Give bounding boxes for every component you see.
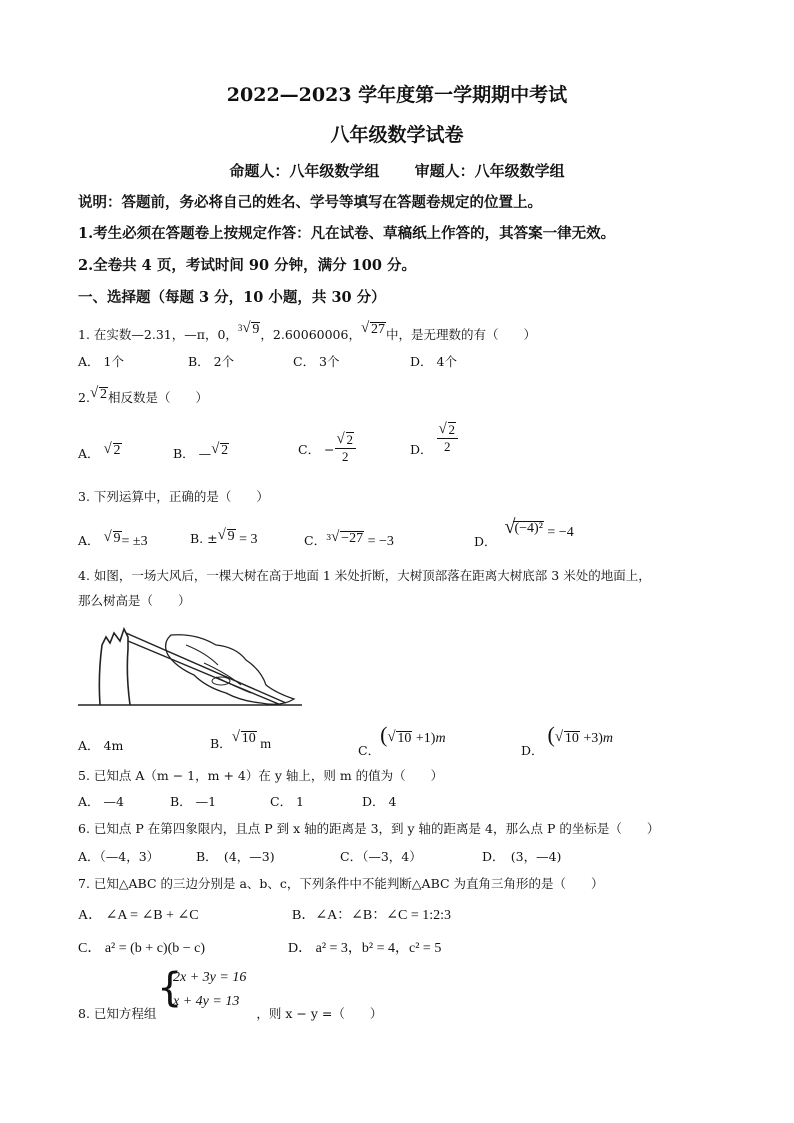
- tree-crown: [166, 635, 294, 705]
- question-3-option-d[interactable]: D． √ (−4)² = −4: [474, 516, 574, 549]
- question-3-stem: 3. 下列运算中，正确的是（ ）: [78, 489, 269, 504]
- question-3-option-b[interactable]: B. ± √ 9 = 3: [190, 527, 258, 547]
- broken-tree-figure: [76, 615, 306, 710]
- question-7-option-d[interactable]: D． a² = 3，b² = 4，c² = 5: [288, 941, 442, 956]
- question-5-stem: 5. 已知点 A（m − 1，m + 4）在 y 轴上，则 m 的值为（ ）: [78, 768, 444, 783]
- exam-authors: 命题人：八年级数学组 审题人：八年级数学组: [229, 162, 565, 180]
- question-4-option-c[interactable]: C．( √ 10 +1)m: [358, 722, 446, 758]
- question-1-option-d[interactable]: D． 4个: [410, 354, 457, 369]
- question-7-stem: 7. 已知△ABC 的三边分别是 a、b、c，下列条件中不能判断△ABC 为直角三角形的是（ ）: [78, 876, 604, 891]
- instruction-line: 说明：答题前，务必将自己的姓名、学号等填写在答题卷规定的位置上。: [78, 194, 542, 211]
- fallen-trunk: [128, 641, 281, 705]
- question-8-stem: 8. 已知方程组 ，则 x − y =（ ）: [78, 1006, 383, 1021]
- cube-root-9: $^3$ √ 9: [237, 320, 260, 337]
- exam-title: 2022—2023 学年度第一学期期中考试: [226, 84, 568, 106]
- question-7-option-c[interactable]: C． a² = (b + c)(b − c): [78, 941, 206, 956]
- question-4-stem: 4. 如图，一场大风后，一棵大树在高于地面 1 米处折断，大树顶部落在距离大树底部 3 米处的地面上，: [78, 568, 651, 583]
- question-5-option-c[interactable]: C． 1: [270, 794, 304, 809]
- question-2-option-b[interactable]: B． — √ 2: [173, 441, 229, 461]
- question-6-option-d[interactable]: D． (3，—4): [482, 849, 562, 864]
- question-7-option-b[interactable]: B．∠A：∠B：∠C = 1:2:3: [292, 908, 451, 923]
- question-6-option-a[interactable]: A．（—4，3）: [78, 849, 160, 864]
- question-7-option-a[interactable]: A． ∠A = ∠B + ∠C: [78, 908, 199, 923]
- question-1-option-c[interactable]: C． 3个: [293, 354, 340, 369]
- question-6-stem: 6. 已知点 P 在第四象限内，且点 P 到 x 轴的距离是 3，到 y 轴的距离是 4，那么点 P 的坐标是（ ）: [78, 821, 660, 836]
- exam-subtitle: 八年级数学试卷: [330, 124, 464, 146]
- question-1-option-a[interactable]: A． 1个: [78, 354, 124, 369]
- question-4-option-b[interactable]: B． √ 10 m: [210, 729, 272, 752]
- section-heading: 一、选择题（每题 3 分，10 小题，共 30 分）: [78, 289, 386, 306]
- question-5-option-a[interactable]: A． —4: [78, 794, 124, 809]
- question-1-stem: 1. 在实数—2.31，—π，0，$^3$ √ 9，2.60060006， √ 27中，是无理数的有（ ）: [78, 320, 536, 342]
- question-2-option-a[interactable]: A． √ 2: [78, 441, 121, 461]
- question-3-option-a[interactable]: A． √ 9= ±3: [78, 529, 148, 549]
- question-2-stem: 2. √ 2相反数是（ ）: [78, 385, 208, 405]
- question-4-option-a[interactable]: A． 4m: [78, 738, 124, 753]
- question-2-option-d[interactable]: D． √ 2 2: [410, 422, 458, 454]
- question-6-option-c[interactable]: C．（—3，4）: [340, 849, 422, 864]
- question-4-stem: 那么树高是（ ）: [78, 593, 191, 608]
- sqrt-2: √ 2: [89, 385, 107, 402]
- instruction-line: 1.考生必须在答题卷上按规定作答：凡在试卷、草稿纸上作答的，其答案一律无效。: [78, 225, 616, 242]
- equation-1: 2x + 3y = 16: [173, 970, 247, 985]
- question-4-option-d[interactable]: D． ( √ 10 +3)m: [521, 722, 614, 758]
- question-5-option-b[interactable]: B． —1: [170, 794, 217, 809]
- equation-2: x + 4y = 13: [173, 994, 240, 1009]
- instruction-line: 2.全卷共 4 页，考试时间 90 分钟，满分 100 分。: [78, 257, 416, 274]
- crown-detail: [212, 677, 230, 685]
- question-3-option-c[interactable]: C．$^3$ √ −27 = −3: [304, 529, 394, 549]
- question-1-option-b[interactable]: B． 2个: [188, 354, 235, 369]
- sqrt-27: √ 27: [360, 320, 385, 337]
- system-brace: {: [157, 965, 183, 1011]
- fallen-trunk: [126, 633, 286, 703]
- question-6-option-b[interactable]: B． (4，—3): [196, 849, 275, 864]
- question-2-option-c[interactable]: C． − √ 2 2: [298, 432, 356, 464]
- question-5-option-d[interactable]: D． 4: [362, 794, 397, 809]
- tree-stump: [99, 629, 130, 705]
